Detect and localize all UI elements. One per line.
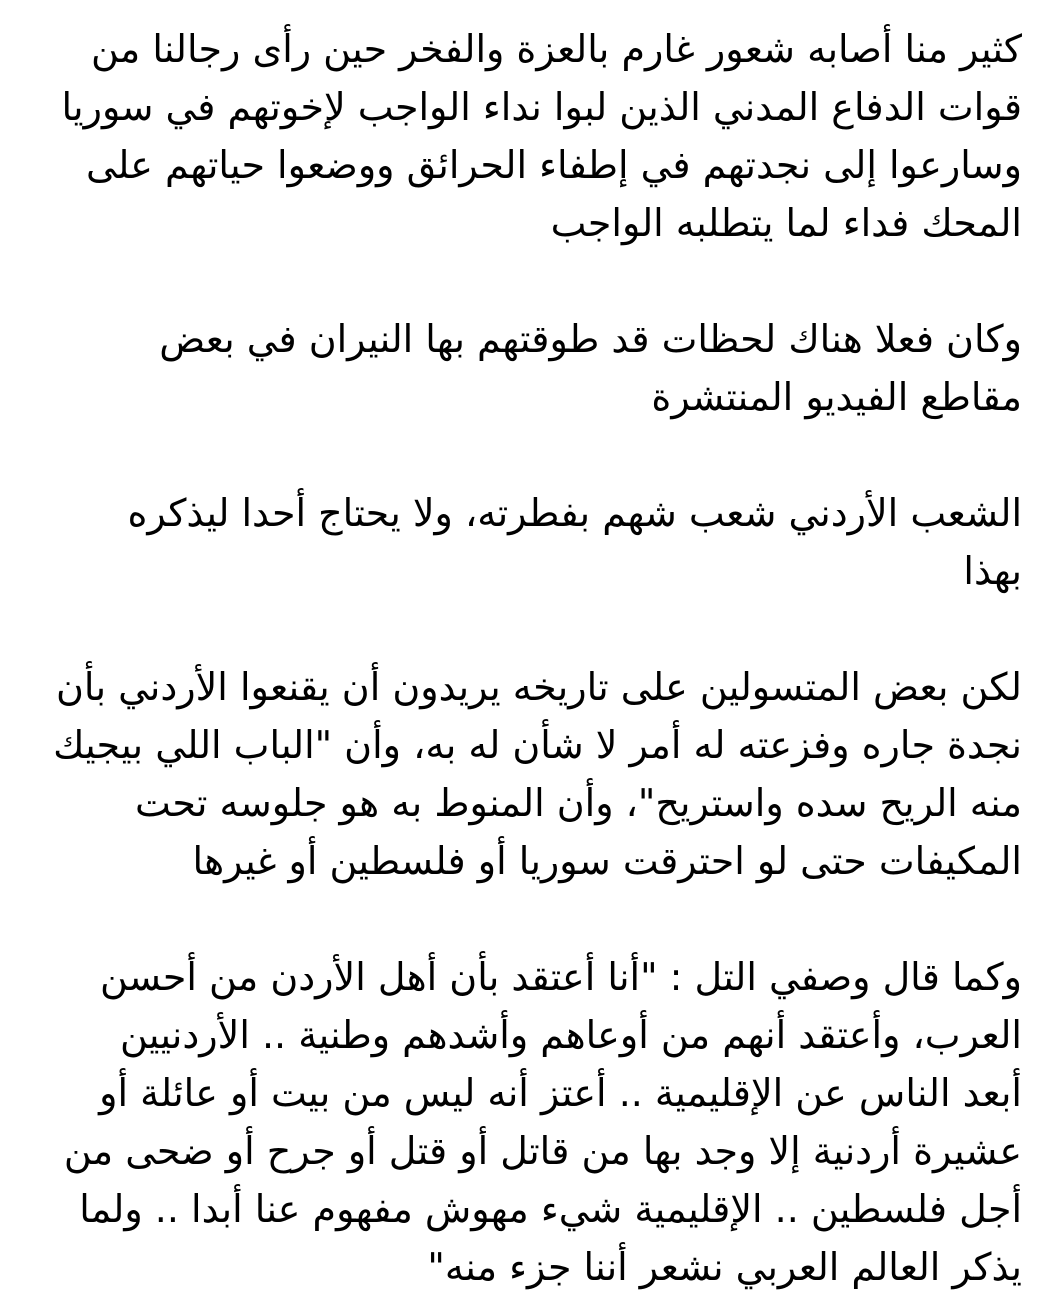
text-line: نجدة جاره وفزعته له أمر لا شأن له به، وأن "الباب اللي بيجيك (53, 723, 1022, 767)
paragraph-3 (34, 484, 1022, 600)
paragraph-1 (34, 20, 1022, 252)
text-line: منه الريح سده واستريح"، وأن المنوط به هو جلوسه تحت (135, 781, 1022, 825)
paragraph-spacer (34, 890, 1022, 948)
text-line: عشيرة أردنية إلا وجد بها من قاتل أو قتل أو جرح أو ضحى من (63, 1129, 1022, 1173)
text-line: أبعد الناس عن الإقليمية .. أعتز أنه ليس من بيت أو عائلة أو (99, 1071, 1022, 1115)
text-line: بهذا (963, 549, 1022, 593)
text-line: وكان فعلا هناك لحظات قد طوقتهم بها النيران في بعض (159, 317, 1022, 361)
text-line: العرب، وأعتقد أنهم من أوعاهم وأشدهم وطنية .. الأردنيين (119, 1013, 1022, 1057)
text-line: وكما قال وصفي التل : "أنا أعتقد بأن أهل الأردن من أحسن (100, 955, 1022, 999)
paragraph-spacer (34, 600, 1022, 658)
paragraph-spacer (34, 252, 1022, 310)
paragraph-2 (34, 310, 1022, 426)
text-line: قوات الدفاع المدني الذين لبوا نداء الواجب لإخوتهم في سوريا (61, 85, 1022, 129)
text-line: مقاطع الفيديو المنتشرة (651, 375, 1022, 419)
text-line: وسارعوا إلى نجدتهم في إطفاء الحرائق ووضعوا حياتهم على (86, 143, 1022, 187)
text-line: لكن بعض المتسولين على تاريخه يريدون أن يقنعوا الأردني بأن (55, 665, 1022, 709)
paragraph-spacer (34, 426, 1022, 484)
paragraph-5 (34, 948, 1022, 1296)
text-line: يذكر العالم العربي نشعر أننا جزء منه" (427, 1245, 1022, 1289)
paragraph-4 (34, 658, 1022, 890)
text-line: أجل فلسطين .. الإقليمية شيء مهوش مفهوم عنا أبدا .. ولما (79, 1187, 1022, 1231)
text-line: كثير منا أصابه شعور غارم بالعزة والفخر حين رأى رجالنا من (90, 27, 1022, 71)
text-line: المحك فداء لما يتطلبه الواجب (550, 201, 1022, 245)
text-line: الشعب الأردني شعب شهم بفطرته، ولا يحتاج أحدا ليذكره (127, 491, 1022, 535)
text-line: المكيفات حتى لو احترقت سوريا أو فلسطين أو غيرها (192, 839, 1022, 883)
